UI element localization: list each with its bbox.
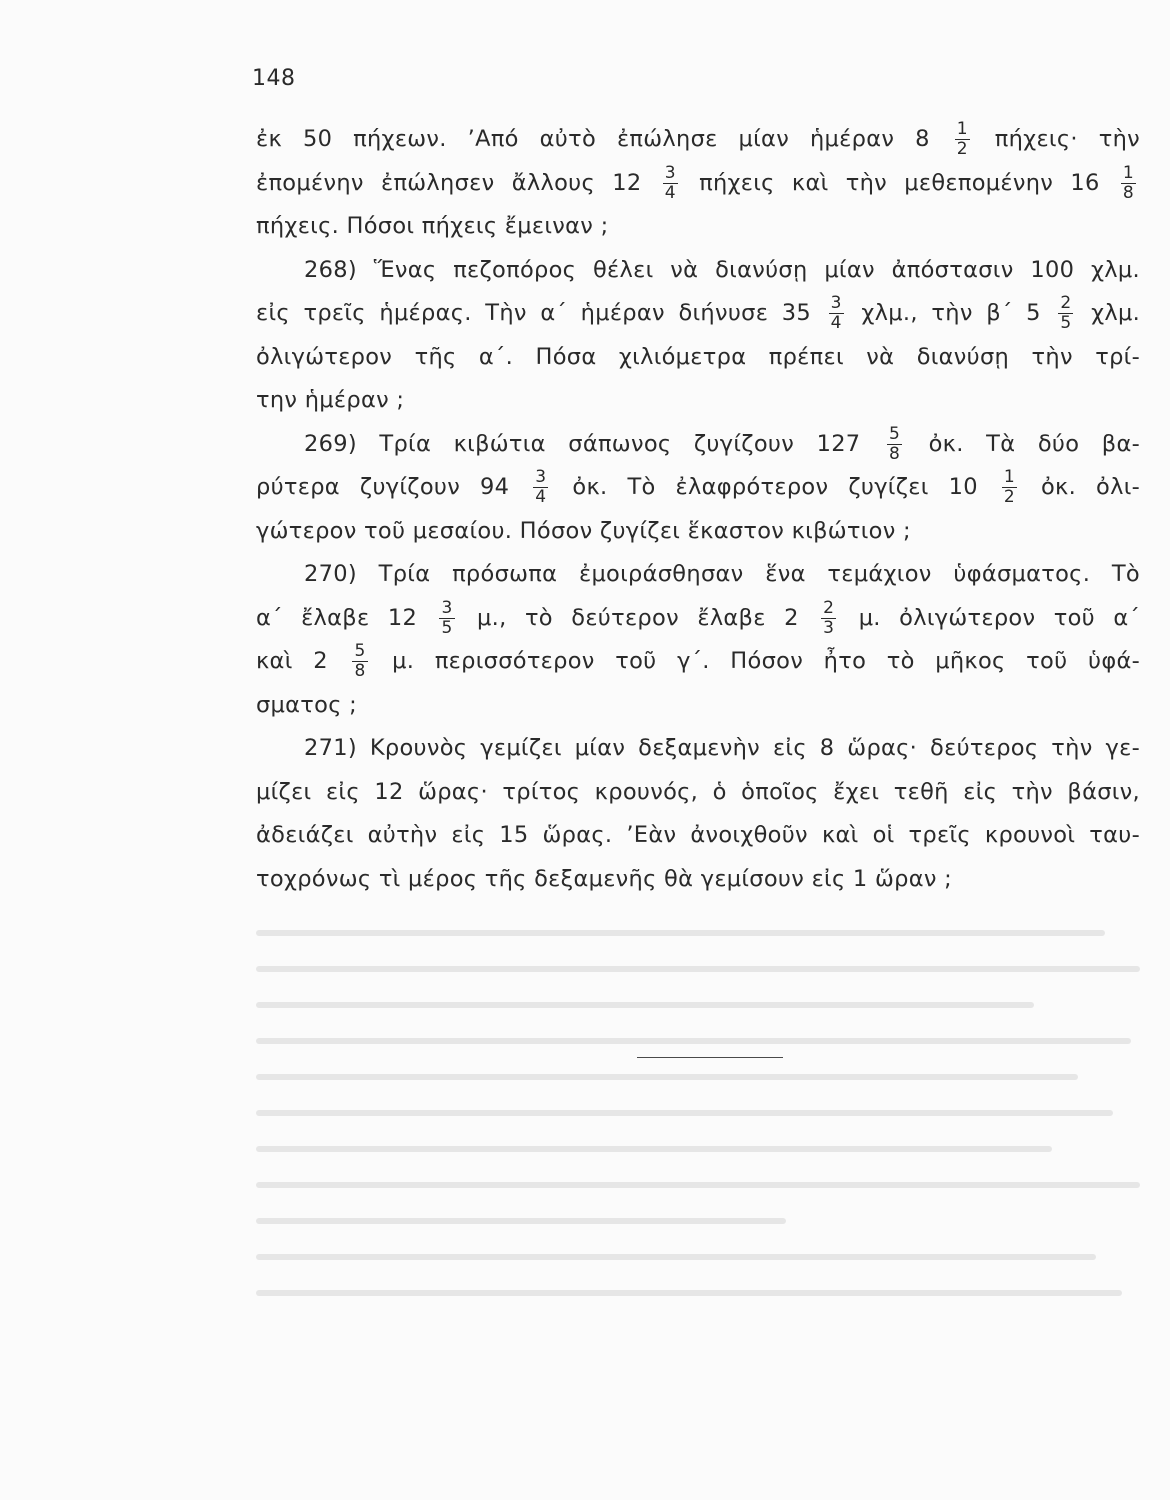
text-line: [256, 858, 1140, 902]
fraction-numerator: 1: [1122, 162, 1135, 183]
text-line: [256, 292, 1140, 336]
fraction: [821, 597, 836, 638]
fraction: [352, 643, 367, 680]
text-segment: α΄ ἔλαβε 12: [256, 604, 418, 631]
page-number: 148: [252, 66, 296, 91]
fraction-numerator: 5: [354, 641, 366, 661]
fraction: [887, 423, 902, 464]
text-segment: μίζει εἰς 12 ὥρας· τρίτος κρουνός, ὁ ὁποῖος ἔχει τεθῆ εἰς τὴν βάσιν,: [256, 778, 1140, 805]
text-line: [256, 640, 1140, 684]
fraction-numerator: 5: [888, 423, 901, 444]
text-segment: ὀκ. Τὸ ἐλαφρότερον ζυγίζει 10: [572, 474, 978, 500]
text-segment: ἀδειάζει αὐτὴν εἰς 15 ὥρας. ’Εὰν ἀνοιχθοῦν καὶ οἱ τρεῖς κρουνοὶ ταυ-: [256, 822, 1140, 848]
fraction-numerator: 3: [535, 467, 547, 487]
text-line: [256, 727, 1140, 771]
fraction-denominator: 3: [823, 617, 835, 638]
text-line: [256, 597, 1140, 641]
fraction: [829, 295, 844, 332]
text-segment: μ. περισσότερον τοῦ γ΄. Πόσον ἦτο τὸ μῆκος τοῦ ὑφά-: [392, 648, 1141, 674]
text-segment: ὀκ. ὀλι-: [1040, 474, 1141, 500]
text-line: [256, 771, 1140, 815]
text-segment: χλμ.: [1091, 300, 1141, 326]
fraction-denominator: 5: [1060, 313, 1072, 333]
text-segment: ἐπομένην ἐπώλησεν ἄλλους 12: [256, 169, 642, 196]
text-segment: 270) Τρία πρόσωπα ἐμοιράσθησαν ἕνα τεμάχιον ὑφάσματος. Τὸ: [304, 561, 1140, 587]
fraction: [1121, 162, 1136, 203]
fraction-numerator: 1: [956, 119, 968, 139]
fraction: [439, 597, 454, 638]
fraction: [955, 121, 970, 158]
fraction: [1058, 295, 1073, 332]
text-line: [256, 466, 1140, 510]
text-segment: 268) Ἕνας πεζοπόρος θέλει νὰ διανύσῃ μίαν ἀπόστασιν 100 χλμ.: [304, 256, 1140, 283]
fraction: [1002, 469, 1017, 506]
text-segment: ἐκ 50 πήχεων. ’Από αὐτὸ ἐπώλησε μίαν ἡμέραν 8: [256, 126, 930, 152]
text-segment: μ. ὀλιγώτερον τοῦ α΄: [858, 604, 1141, 631]
text-segment: 271) Κρουνὸς γεμίζει μίαν δεξαμενὴν εἰς 8 ὥρας· δεύτερος τὴν γε-: [304, 735, 1140, 761]
text-segment: εἰς τρεῖς ἡμέρας. Τὴν α΄ ἡμέραν διήνυσε 35: [256, 300, 812, 326]
text-line: [256, 336, 1140, 380]
fraction: [533, 469, 548, 506]
fraction: [663, 162, 678, 203]
text-segment: γώτερον τοῦ μεσαίου. Πόσον ζυγίζει ἕκαστον κιβώτιον ;: [256, 517, 911, 544]
text-segment: πήχεις. Πόσοι πήχεις ἔμειναν ;: [256, 213, 609, 239]
text-line: [256, 205, 1140, 249]
text-line: [256, 510, 1140, 554]
fraction-denominator: 8: [1122, 182, 1135, 203]
fraction-denominator: 4: [664, 182, 676, 203]
bleed-through-shadow: [256, 900, 1140, 1380]
fraction-denominator: 4: [830, 313, 842, 333]
text-segment: τοχρόνως τὶ μέρος τῆς δεξαμενῆς θὰ γεμίσουν εἰς 1 ὥραν ;: [256, 865, 953, 892]
fraction-denominator: 8: [354, 661, 366, 681]
fraction-denominator: 2: [956, 139, 968, 159]
text-line: [256, 162, 1140, 206]
fraction-denominator: 5: [441, 617, 453, 638]
text-segment: ὀλιγώτερον τῆς α΄. Πόσα χιλιόμετρα πρέπει νὰ διανύσῃ τὴν τρί-: [256, 343, 1140, 370]
text-line: [256, 423, 1140, 467]
fraction-numerator: 2: [823, 597, 835, 618]
text-body: [256, 118, 1140, 901]
text-segment: 269) Τρία κιβώτια σάπωνος ζυγίζουν 127: [304, 430, 861, 457]
text-segment: ρύτερα ζυγίζουν 94: [256, 474, 510, 500]
fraction-numerator: 3: [664, 162, 676, 183]
text-segment: πήχεις καὶ τὴν μεθεπομένην 16: [699, 169, 1100, 196]
fraction-denominator: 4: [535, 487, 547, 507]
text-line: [256, 684, 1140, 728]
fraction-denominator: 2: [1003, 487, 1015, 507]
text-line: [256, 553, 1140, 597]
fraction-denominator: 8: [888, 443, 901, 464]
text-segment: καὶ 2: [256, 648, 328, 674]
separator-line: [637, 1057, 783, 1058]
fraction-numerator: 1: [1003, 467, 1015, 487]
fraction-numerator: 2: [1060, 293, 1072, 313]
text-segment: μ., τὸ δεύτερον ἔλαβε 2: [477, 604, 799, 631]
text-segment: σματος ;: [256, 691, 358, 718]
fraction-numerator: 3: [830, 293, 842, 313]
text-segment: την ἡμέραν ;: [256, 387, 405, 413]
text-segment: χλμ., τὴν β΄ 5: [861, 300, 1041, 326]
text-segment: πήχεις· τὴν: [994, 126, 1141, 152]
text-line: [256, 118, 1140, 162]
text-line: [256, 249, 1140, 293]
text-segment: ὀκ. Τὰ δύο βα-: [928, 430, 1141, 457]
text-line: [256, 814, 1140, 858]
fraction-numerator: 3: [441, 597, 453, 618]
text-line: [256, 379, 1140, 423]
